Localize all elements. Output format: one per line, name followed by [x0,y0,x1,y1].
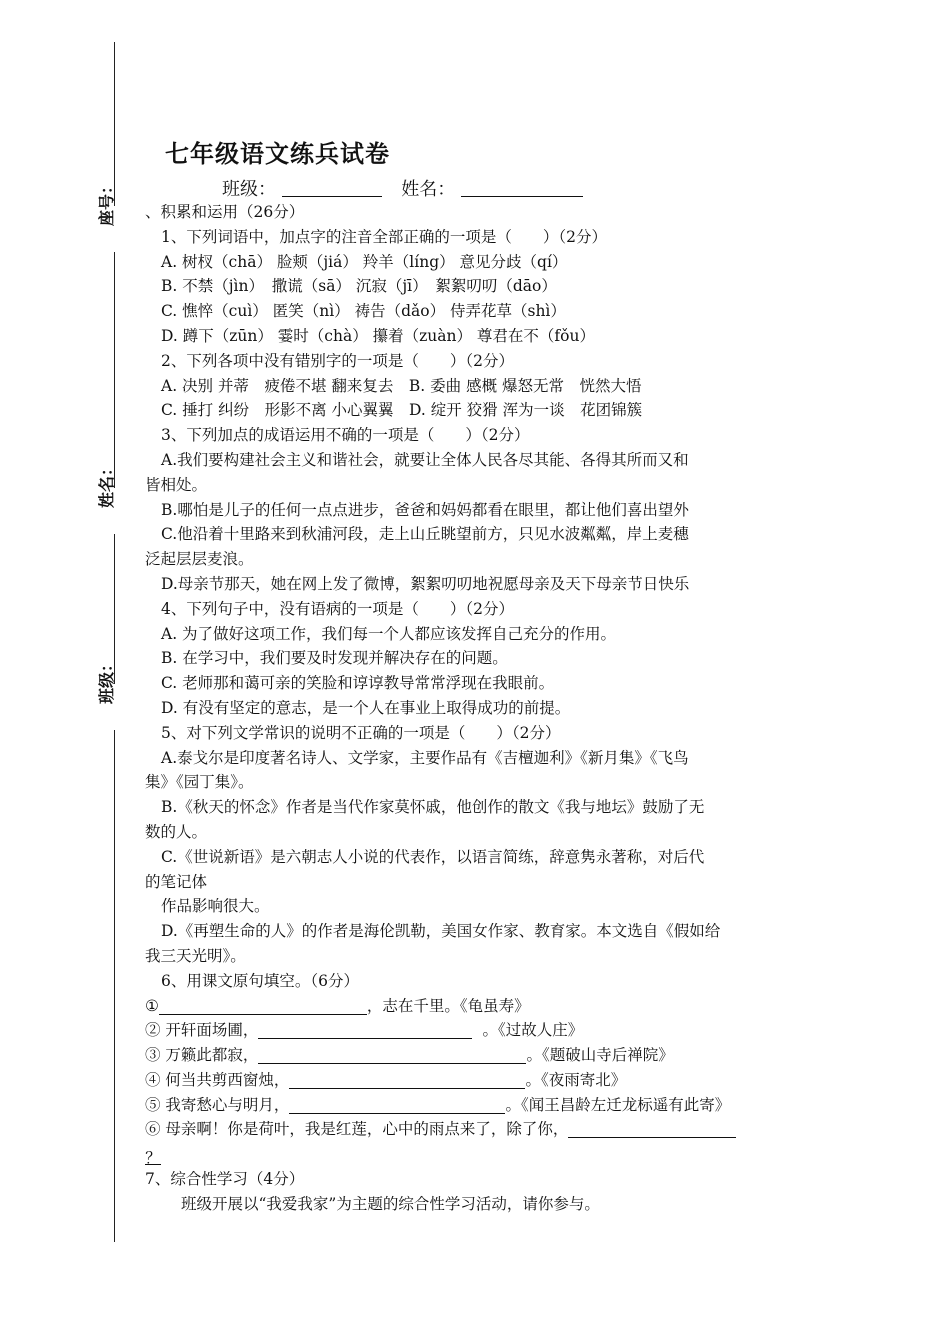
q4-option-d: D. 有没有坚定的意志，是一个人在事业上取得成功的前提。 [161,698,571,717]
exam-content [145,200,810,1217]
fill-item-4: ④ 何当共剪西窗烛， 。《夜雨寄北》 [145,1070,627,1089]
q5-option-c-cont2: 作品影响很大。 [161,897,270,916]
q3-option-b: B.哪怕是儿子的任何一点点进步，爸爸和妈妈都看在眼里，都让他们喜出望外 [161,500,689,519]
exam-title: 七年级语文练兵试卷 [165,140,390,168]
fill-blank-6-cont[interactable]: ？ [145,1146,161,1165]
fill-item-2: ② 开轩面场圃， 。《过故人庄》 [145,1021,584,1040]
name-label: 姓名： [401,179,456,200]
q5-option-b-cont: 数的人。 [145,822,208,841]
q1-option-b: B. 不禁（jìn） 撒谎（sā） 沉寂（jī） 絮絮叨叨（dāo） [161,277,557,296]
q4-option-a: A. 为了做好这项工作，我们每一个人都应该发挥自己充分的作用。 [161,624,617,643]
question-7: 7、综合性学习（4分） [145,1170,305,1189]
seat-number-label: 座号： [96,206,118,252]
fill-item-6: ⑥ 母亲啊！你是荷叶，我是红莲，心中的雨点来了，除了你， [145,1117,810,1142]
student-info [222,175,583,201]
q4-option-c: C. 老师那和蔼可亲的笑脸和谆谆教导常常浮现在我眼前。 [161,674,555,693]
q5-option-b: B.《秋天的怀念》作者是当代作家莫怀戚，他创作的散文《我与地坛》鼓励了无 [161,798,705,817]
fill-item-6-cont [145,1142,810,1167]
name-blank[interactable] [461,178,583,197]
question-5: 5、对下列文学常识的说明不正确的一项是（ ）（2分） [161,723,561,742]
fill-item-5: ⑤ 我寄愁心与明月， 。《闻王昌龄左迁龙标遥有此寄》 [145,1095,731,1114]
question-1: 1、下列词语中，加点字的注音全部正确的一项是（ ）（2分） [161,227,607,246]
q7-intro: 班级开展以“我爱我家”为主题的综合性学习活动，请你参与。 [181,1194,600,1213]
q5-option-c: C.《世说新语》是六朝志人小说的代表作，以语言简练，辞意隽永著称，对后代 [161,847,705,866]
fill-blank-5[interactable] [289,1095,505,1114]
section-heading: 、积累和运用（26分） [145,203,305,221]
question-2: 2、下列各项中没有错别字的一项是（ ）（2分） [161,351,514,370]
question-4: 4、下列句子中，没有语病的一项是（ ）（2分） [161,599,514,618]
q5-option-a-cont: 集》《园丁集》。 [145,773,254,792]
fill-blank-3[interactable] [258,1045,526,1064]
fill-blank-4[interactable] [289,1070,525,1089]
q5-option-c-cont: 的笔记体 [145,872,208,891]
q1-option-d: D. 蹲下（zūn） 霎时（chà） 攥着（zuàn） 尊君在不（fǒu） [161,326,595,345]
question-6: 6、用课文原句填空。（6分） [161,971,359,990]
q2-options-ab: A. 决别 并蒂 疲倦不堪 翻来复去 B. 委曲 感概 爆怒无常 恍然大悟 [161,376,642,395]
q3-option-c-cont: 泛起层层麦浪。 [145,550,254,569]
q2-options-cd: C. 捶打 纠纷 形影不离 小心翼翼 D. 绽开 狡猾 浑为一谈 花团锦簇 [161,401,643,420]
class-blank[interactable] [282,178,382,197]
q1-option-c: C. 憔悴（cuì） 匿笑（nì） 祷告（dǎo） 侍弄花草（shì） [161,302,566,321]
q3-option-c: C.他沿着十里路来到秋浦河段，走上山丘眺望前方，只见水波粼粼，岸上麦穗 [161,525,689,544]
q5-option-d: D.《再塑生命的人》的作者是海伦凯勒，美国女作家、教育家。本文选自《假如给 [161,922,721,941]
q5-option-d-cont: 我三天光明》。 [145,946,246,965]
q3-option-a: A.我们要构建社会主义和谐社会，就要让全体人民各尽其能、各得其所而又和 [161,450,689,469]
side-name-label: 姓名： [96,488,118,534]
q5-option-a: A.泰戈尔是印度著名诗人、文学家，主要作品有《吉檀迦利》《新月集》《飞鸟 [161,748,689,767]
fill-item-3: ③ 万籁此都寂， 。《题破山寺后禅院》 [145,1046,674,1065]
q3-option-d: D.母亲节那天，她在网上发了微博，絮絮叨叨地祝愿母亲及天下母亲节日快乐 [161,574,690,593]
fill-blank-2[interactable] [258,1020,472,1039]
q3-option-a-cont: 皆相处。 [145,475,208,494]
side-class-label: 班级： [96,684,118,730]
class-label: 班级： [222,179,276,200]
q4-option-b: B. 在学习中，我们要及时发现并解决存在的问题。 [161,649,508,668]
fill-item-1: ① ，志在千里。《龟虽寿》 [145,996,530,1015]
question-3: 3、下列加点的成语运用不确的一项是（ ）（2分） [161,426,530,445]
fill-blank-6[interactable] [568,1119,736,1138]
q1-option-a: A. 树杈（chā） 脸颊（jiá） 羚羊（líng） 意见分歧（qí） [161,252,568,271]
fill-blank-1[interactable] [159,996,367,1015]
